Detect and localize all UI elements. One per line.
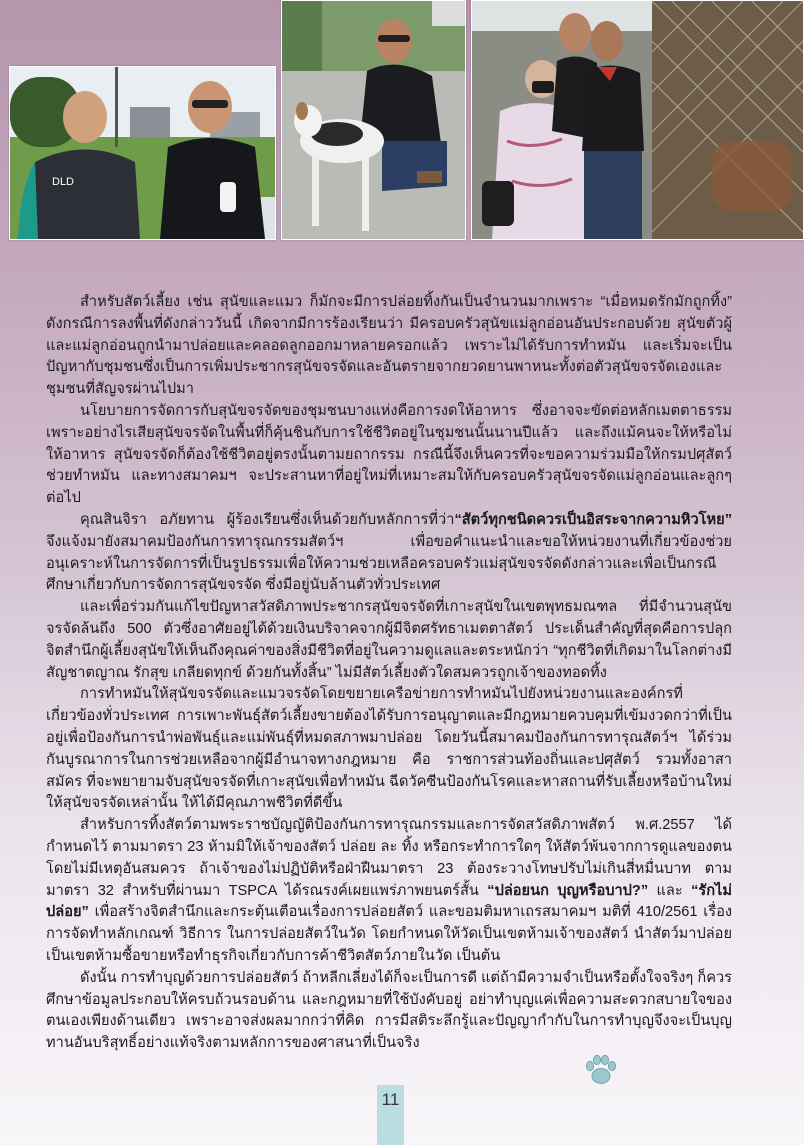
paragraph-3-end: จึงแจ้งมายังสมาคมป้องกันการทารุณกรรมสัตว์ฯ เพื่อขอคำแนะนำและขอให้หน่วยงานที่เกี่ยวข้องช่วยอนุเคราะห์ในการจัดการที่เป็นรูปธรรมเพื่อให้ความช่วยเหลือครอบครัวแม่สุนัขจรจัดดังกล่าวและเพื่อเป็นกรณีศึกษาเกี่ยวกับการจัดการสุนัขจรจัด ซึ่งมีอยู่นับล้านตัวทั่วประเทศ — [46, 533, 732, 594]
paragraph-3-start: คุณสินจิรา อภัยทาน ผู้ร้องเรียนซึ่งเห็นด้วยกับหลักการที่ว่า — [80, 511, 455, 528]
paragraph-1: สำหรับสัตว์เลี้ยง เช่น สุนัขและแมว ก็มักจะมีการปล่อยทิ้งกันเป็นจำนวนมากเพราะ “เมื่อหมดรักมักถูกทิ้ง” ดังกรณีการลงพื้นที่ดังกล่าววันนี้ เกิดจากมีการร้องเรียนว่า มีครอบครัวสุนัขแม่ลูกอ่อนอันประกอบด้วย สุนัขตัวผู้และแม่ลูกอ่อนถูกนำมาปล่อยและคลอดลูกออกมาหลายครอกแล้ว เพราะไม่ได้รับการทำหมัน และเริ่มจะเป็นปัญหากับชุมชนซึ่งเป็นการเพิ่มประชากรสุนัขจรจัดและอันตรายจากยวดยานพาหนะทั้งต่อตัวสุนัขจรจัดเองและชุมชนที่สัญจรผ่านไปมา — [46, 294, 732, 398]
film-title-release-bird: “ปล่อยนก บุญหรือบาป?” — [487, 882, 649, 899]
paragraph-6-end: เพื่อสร้างจิตสำนึกและกระตุ้นเตือนเรื่องการปล่อยสัตว์ และขอมติมหาเถรสมาคมฯ มติที่ 410/2561 เรื่องการจัดทำหลักเกณฑ์ วิธีการ ในการปล่อยสัตว์ในวัด โดยกำหนดให้วัดเป็นเขตห้ามเจ้าของสัตว์ นำสัตว์มาปล่อย เป็นเขตห้ามซื้อขายหรือทำธุรกิจเกี่ยวกับการค้าชีวิตสัตว์ภายในวัด เป็นต้น — [46, 904, 732, 964]
quote-freedom-from-hunger: “สัตว์ทุกชนิดควรเป็นอิสระจากความหิวโหย” — [454, 511, 732, 528]
paragraph-5: การทำหมันให้สุนัขจรจัดและแมวจรจัดโดยขยายเครือข่ายการทำหมันไปยังหน่วยงานและองค์กรที่เกี่ยวข้องทั่วประเทศ การเพาะพันธุ์สัตว์เลี้ยงขายต้องได้รับการอนุญาตและมีกฎหมายควบคุมที่เข้มงวดกว่าที่เป็นอยู่เพื่อป้องกันการนำพ่อพันธุ์และแม่พันธุ์ที่หมดสภาพมาปล่อย โดยวันนี้สมาคมป้องกันการทารุณสัตว์ฯ ได้ร่วมกันบูรณาการในการช่วยเหลือจากผู้มีอำนาจทางกฎหมาย คือ ราชการส่วนท้องถิ่นและปศุสัตว์ รวมทั้งอาสาสมัคร ที่จะพยายามจับสุนัขจรจัดที่เกาะสุนัขเพื่อทำหมัน ฉีดวัคซีนป้องกันโรคและหาสถานที่รับเลี้ยงหรือบ้านใหม่ให้สุนัขจรจัดเหล่านั้น ให้ได้มีคุณภาพชีวิตที่ดีขึ้น — [46, 686, 732, 812]
paragraph-7: ดังนั้น การทำบุญด้วยการปล่อยสัตว์ ถ้าหลีกเลี่ยงได้ก็จะเป็นการดี แต่ถ้ามีความจำเป็นหรือตั้งใจจริงๆ ก็ควรศึกษาข้อมูลประกอบให้ครบถ้วนรอบด้าน และกฎหมายที่ใช้บังคับอยู่ อย่าทำบุญแค่เพื่อความสะดวกสบายใจของตนเองเพียงด้านเดียว เพราะอาจส่งผลมากกว่าที่คิด การมีสติระลึกรู้และปัญญากำกับในการทำบุญจึงจะเป็นบุญทานอันบริสุทธิ์อย่างแท้จริงตามหลักการของศาสนาที่เป็นจริง — [46, 969, 732, 1052]
page-number: 11 — [381, 1090, 400, 1109]
paragraph-6 — [46, 815, 732, 968]
dld-badge: DLD — [52, 176, 75, 188]
man-with-dog-photo — [281, 0, 466, 240]
paragraph-2: นโยบายการจัดการกับสุนัขจรจัดของชุมชนบางแห่งคือการงดให้อาหาร ซึ่งอาจจะขัดต่อหลักเมตตาธรรมเพราะอย่างไรเสียสุนัขจรจัดในพื้นที่ก็คุ้นชินกับการใช้ชีวิตอยู่ในชุมชนนั้นนานปีแล้ว และถึงแม้คนจะให้หรือไม่ให้อาหาร สุนัขจรจัดก็ต้องใช้ชีวิตอยู่ตรงนั้นตามยถากรรม กรณีนี้จึงเห็นควรที่จะขอความร่วมมือให้กรมปศุสัตว์ช่วยทำหมัน และทางสมาคมฯ จะประสานหาที่อยู่ใหม่ที่เหมาะสมให้กับครอบครัวสุนัขจรจัดแม่ลูกอ่อนและลูกๆ ต่อไป — [46, 402, 732, 507]
paw-print-icon — [583, 1053, 619, 1087]
paragraph-3 — [46, 510, 732, 597]
officials-photo — [9, 66, 276, 240]
paragraph-4: และเพื่อร่วมกันแก้ไขปัญหาสวัสดิภาพประชากรสุนัขจรจัดที่เกาะสุนัขในเขตพุทธมณฑล ที่มีจำนวนสุนัขจรจัดล้นถึง 500 ตัวซึ่งอาศัยอยู่ได้ด้วยเงินบริจาคจากผู้มีจิตศรัทธาเมตตาสัตว์ ประเด็นสำคัญที่สุดคือการปลุกจิตสำนึกผู้เลี้ยงสุนัขให้เห็นถึงคุณค่าของสิ่งมีชีวิตที่อยู่ในความดูแลและตระหนักว่า “ทุกชีวิตที่เกิดมาในโลกต่างมีสัญชาตญาณ รักสุข เกลียดทุกข์ ด้วยกันทั้งสิ้น” ไม่มีสัตว์เลี้ยงตัวใดสมควรถูกเจ้าของทอดทิ้ง — [46, 599, 732, 681]
paragraph-6-start: สำหรับการทิ้งสัตว์ตามพระราชบัญญัติป้องกันการทารุณกรรมและการจัดสวัสดิภาพสัตว์ พ.ศ.2557 ได้กำหนดไว้ ตามมาตรา 23 ห้ามมิให้เจ้าของสัตว์ ปล่อย ละ ทิ้ง หรือกระทำการใดๆ ให้สัตว์พ้นจากการดูแลของตนโดยไม่มีเหตุอันสมควร ถ้าเจ้าของไม่ปฏิบัติหรือฝ่าฝืนมาตรา 23 ต้องระวางโทษปรับไม่เกินสี่หมื่นบาท ตามมาตรา 32 สำหรับที่ผ่านมา TSPCA ได้รณรงค์เผยแพร่ภาพยนตร์สั้น — [46, 817, 732, 899]
film-title-love-not-abandon: “รักไม่ปล่อย” — [46, 882, 733, 921]
article-body — [46, 292, 732, 1055]
visitors-at-shelter-photo — [471, 0, 804, 240]
paragraph-6-mid: และ — [648, 882, 692, 899]
